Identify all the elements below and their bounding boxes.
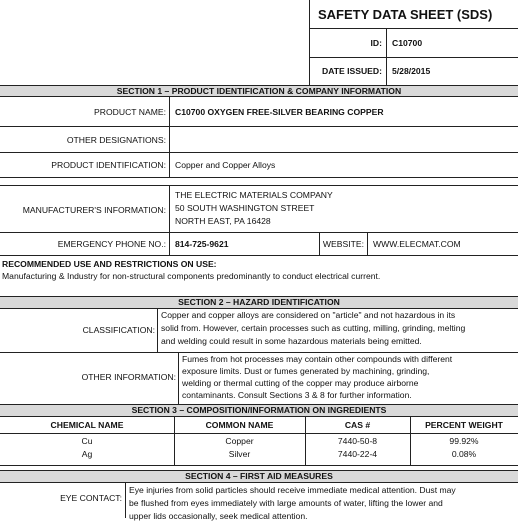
row2-common: Silver [228, 449, 251, 459]
recommended-use-heading: RECOMMENDED USE AND RESTRICTIONS ON USE: [2, 259, 217, 269]
row1-chemical: Cu [81, 436, 93, 446]
column-chemical-name: CHEMICAL NAME [50, 420, 124, 430]
manufacturer-line-3: NORTH EAST, PA 16428 [175, 216, 271, 226]
row1-common: Copper [225, 436, 254, 446]
emergency-phone-label: EMERGENCY PHONE NO.: [57, 239, 166, 249]
classification-line-2: solid from. However, certain processes such as cutting, milling, grinding, melting [161, 323, 466, 333]
manufacturer-line-2: 50 SOUTH WASHINGTON STREET [175, 203, 315, 213]
other-information-label: OTHER INFORMATION: [81, 372, 176, 382]
row2-cas: 7440-22-4 [337, 449, 378, 459]
header-title-cell [309, 0, 518, 29]
section2-heading: SECTION 2 – HAZARD IDENTIFICATION [0, 296, 518, 309]
product-name-value: C10700 OXYGEN FREE-SILVER BEARING COPPER [175, 107, 384, 117]
row2-percent: 0.08% [451, 449, 477, 459]
product-identification-value: Copper and Copper Alloys [175, 160, 276, 170]
eye-contact-line-2: be flushed from eyes immediately with large amounts of water, lifting the lower and [129, 498, 443, 508]
emergency-phone-value: 814-725-9621 [175, 239, 229, 249]
product-name-label: PRODUCT NAME: [94, 107, 166, 117]
other-information-line-3: welding or thermal cutting of the copper may produce airborne [182, 378, 419, 388]
other-information-line-2: exposure limits. Dust or fumes generated by machining, grinding, [182, 366, 430, 376]
id-label: ID: [370, 38, 382, 48]
website-value: WWW.ELECMAT.COM [373, 239, 461, 249]
section1-heading: SECTION 1 – PRODUCT IDENTIFICATION & COMPANY INFORMATION [0, 85, 518, 97]
other-information-line-1: Fumes from hot processes may contain other compounds with different [182, 354, 453, 364]
row1-percent: 99.92% [449, 436, 479, 446]
other-information-line-4: contaminants. Consult Sections 3 & 8 for further information. [182, 390, 412, 400]
classification-line-1: Copper and copper alloys are considered on "article" and not hazardous in its [161, 310, 456, 320]
eye-contact-label: EYE CONTACT: [60, 493, 122, 503]
website-label: WEBSITE: [322, 239, 364, 249]
row1-cas: 7440-50-8 [337, 436, 378, 446]
manufacturer-label: MANUFACTURER'S INFORMATION: [22, 205, 166, 215]
other-designations-label: OTHER DESIGNATIONS: [66, 135, 166, 145]
product-identification-label: PRODUCT IDENTIFICATION: [51, 160, 166, 170]
date-issued-label: DATE ISSUED: [321, 66, 382, 76]
section4-heading: SECTION 4 – FIRST AID MEASURES [0, 470, 518, 483]
manufacturer-line-1: THE ELECTRIC MATERIALS COMPANY [175, 190, 333, 200]
row2-chemical: Ag [81, 449, 93, 459]
eye-contact-line-1: Eye injuries from solid particles should receive immediate medical attention. Dust may [129, 485, 456, 495]
column-cas: CAS # [344, 420, 371, 430]
column-common-name: COMMON NAME [205, 420, 274, 430]
column-percent-weight: PERCENT WEIGHT [425, 420, 503, 430]
section3-heading: SECTION 3 – COMPOSITION/INFORMATION ON INGREDIENTS [0, 404, 518, 417]
classification-label: CLASSIFICATION: [82, 325, 155, 335]
eye-contact-line-3: upper lids occasionally, seek medical attention. [129, 511, 308, 521]
date-issued-value: 5/28/2015 [392, 66, 431, 76]
recommended-use-text: Manufacturing & Industry for non-structural components predominantly to conduct electrical current. [2, 271, 381, 281]
classification-line-3: and welding could result in some hazardous materials being emitted. [161, 336, 422, 346]
document-title: SAFETY DATA SHEET (SDS) [318, 7, 493, 22]
id-value: C10700 [392, 38, 423, 48]
